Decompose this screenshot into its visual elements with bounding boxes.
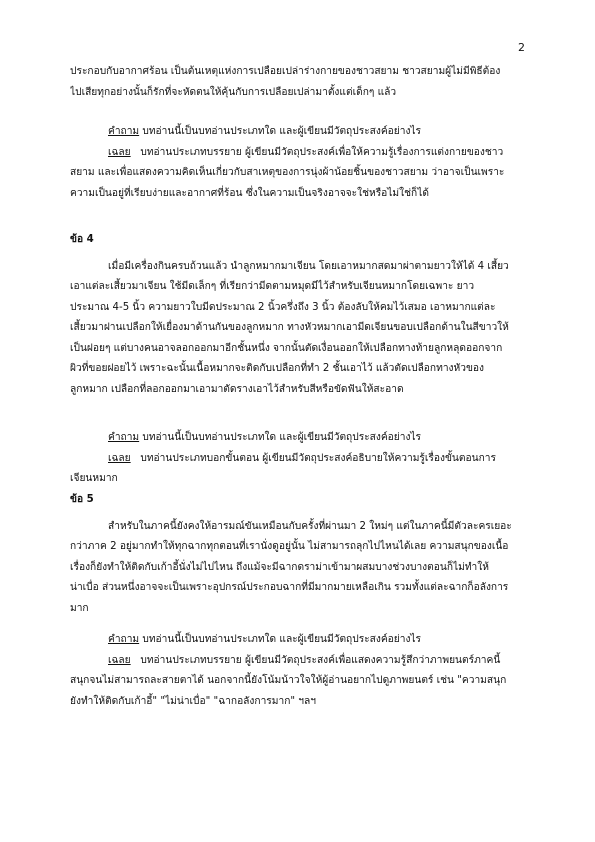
question-label: คำถาม [108, 432, 140, 443]
paragraph-line: เรื่องก็ยังทำให้ติดกับเก้าอี้นั่งไม่ไปไหน ถึงแม้จะมีฉากดราม่าเข้ามาผสมบางช่วงบางตอนก็ไม่ทำให้ [70, 561, 489, 573]
paragraph-line: สำหรับในภาคนี้ยังคงให้อารมณ์ขันเหมือนกับครั้งที่ผ่านมา 2 ใหม่ๆ แต่ในภาคนี้มีตัวละครเยอะ [108, 520, 512, 532]
paragraph-line: ไปเสียทุกอย่างนั้นก็รักที่จะหัดตนให้คุ้นกับการเปลือยเปล่ามาตั้งแต่เด็กๆ แล้ว [70, 86, 397, 98]
qa-block-3 [70, 630, 530, 712]
section-4 [70, 230, 530, 400]
paragraph-line: ลูกหมาก เปลือกที่ลอกออกมาเอามาตัดรางเอาไว้สำหรับสีหรือขัดฟันให้สะอาด [70, 383, 404, 395]
question-label: คำถาม [108, 126, 140, 137]
paragraph-line: เป็นฝอยๆ แต่บางคนอาจลอกออกมาอีกชั้นหนึ่ง จากนั้นตัดเงื่อนออกให้เปลือกทางท้ายลูกหลุดออกจาก [70, 342, 503, 354]
question-line [70, 428, 530, 449]
paragraph-line: ประกอบกับอากาศร้อน เป็นต้นเหตุแห่งการเปลือยเปล่าร่างกายของชาวสยาม ชาวสยามผู้ไม่มีพิธีต้อง [70, 66, 501, 77]
answer-line [70, 449, 530, 470]
intro-paragraph [70, 62, 530, 103]
paragraph-line: เอาแต่ละเสี้ยวมาเจียน ใช้มีดเล็กๆ ที่เรียกว่ามีดตามหมุดมีไว้สำหรับเจียนหมากโดยเฉพาะ ยาว [70, 281, 475, 292]
question-line [70, 630, 530, 651]
paragraph-line: เสี้ยวมาฝานเปลือกให้เยื่องมาด้านกันของลูกหมาก ทางหัวหมากเอามีดเจียนขอบเปลือกด้านในสีขาวให้ [70, 322, 509, 333]
paragraph-line: น่าเบื่อ ส่วนหนึ่งอาจจะเป็นเพราะอุปกรณ์ประกอบฉากที่มีมากมายเหลือเกิน รวมทั้งแต่ละฉากก็อลังการ [70, 582, 509, 593]
answer-text: บทอ่านประเภทบรรยาย ผู้เขียนมีวัตถุประสงค์เพื่อให้ความรู้เรื่องการแต่งกายของชาว [140, 146, 504, 158]
page-number: 2 [518, 41, 525, 54]
paragraph-line: เมื่อมีเครื่องกินครบถ้วนแล้ว นำลูกหมากมาเจียน โดยเอาหมากสดมาผ่าตามยาวให้ได้ 4 เสี้ยว [108, 260, 509, 272]
answer-line: สนุกจนไม่สามารถละสายตาได้ นอกจากนี้ยังโน้มน้าวใจให้ผู้อ่านอยากไปดูภาพยนตร์ เช่น "ความสนุก [70, 675, 507, 686]
qa-block-2 [70, 428, 530, 490]
answer-line [70, 143, 530, 164]
answer-line: สยาม และเพื่อแสดงความคิดเห็นเกี่ยวกับสาเหตุของการนุ่งผ้าน้อยชิ้นของชาวสยาม ว่าอาจเป็นเพราะ [70, 167, 505, 178]
answer-label: เฉลย [108, 146, 131, 158]
paragraph-line: กว่าภาค 2 อยู่มากทำให้ทุกฉากทุกตอนที่เรานั่งดูอยู่นั้น ไม่สามารถลุกไปไหนได้เลย ความสนุกของเนื้อ [70, 541, 509, 552]
question-line [70, 122, 530, 143]
question-label: คำถาม [108, 634, 140, 645]
answer-line: ความเป็นอยู่ที่เรียบง่ายและอากาศที่ร้อน ซึ่งในความเป็นจริงอาจจะใช่หรือไม่ใช่ก็ได้ [70, 187, 429, 199]
paragraph-line: ผิวที่ขอยฝอยไว้ เพราะฉะนั้นเนื้อหมากจะติดกับเปลือกที่ทำ 2 ชั้นเอาไว้ แล้วตัดเปลือกทางหัวของ [70, 363, 485, 374]
section-5 [70, 490, 530, 619]
question-text: บทอ่านนี้เป็นบทอ่านประเภทใด และผู้เขียนมีวัตถุประสงค์อย่างไร [139, 126, 422, 137]
answer-label: เฉลย [108, 452, 131, 464]
paragraph-line: มาก [70, 602, 89, 614]
qa-block-1 [70, 122, 530, 204]
section-heading: ข้อ 5 [70, 494, 94, 505]
paragraph-line: ประมาณ 4-5 นิ้ว ความยาวใบมีดประมาณ 2 นิ้วครึ่งถึง 3 นิ้ว ต้องลับให้คมไว้เสมอ เอาหมากแต่ละ [70, 301, 496, 313]
answer-line: เจียนหมาก [70, 473, 118, 484]
answer-label: เฉลย [108, 654, 131, 666]
question-text: บทอ่านนี้เป็นบทอ่านประเภทใด และผู้เขียนมีวัตถุประสงค์อย่างไร [139, 634, 422, 645]
answer-text: บทอ่านประเภทบรรยาย ผู้เขียนมีวัตถุประสงค์เพื่อแสดงความรู้สึกว่าภาพยนตร์ภาคนี้ [140, 654, 501, 666]
answer-line: ยังทำให้ติดกับเก้าอี้" "ไม่น่าเบื่อ" "ฉากอลังการมาก" ฯลฯ [70, 695, 316, 707]
answer-text: บทอ่านประเภทบอกขั้นตอน ผู้เขียนมีวัตถุประสงค์อธิบายให้ความรู้เรื่องขั้นตอนการ [140, 452, 496, 464]
answer-line [70, 651, 530, 672]
section-heading: ข้อ 4 [70, 234, 94, 245]
question-text: บทอ่านนี้เป็นบทอ่านประเภทใด และผู้เขียนมีวัตถุประสงค์อย่างไร [139, 432, 422, 443]
